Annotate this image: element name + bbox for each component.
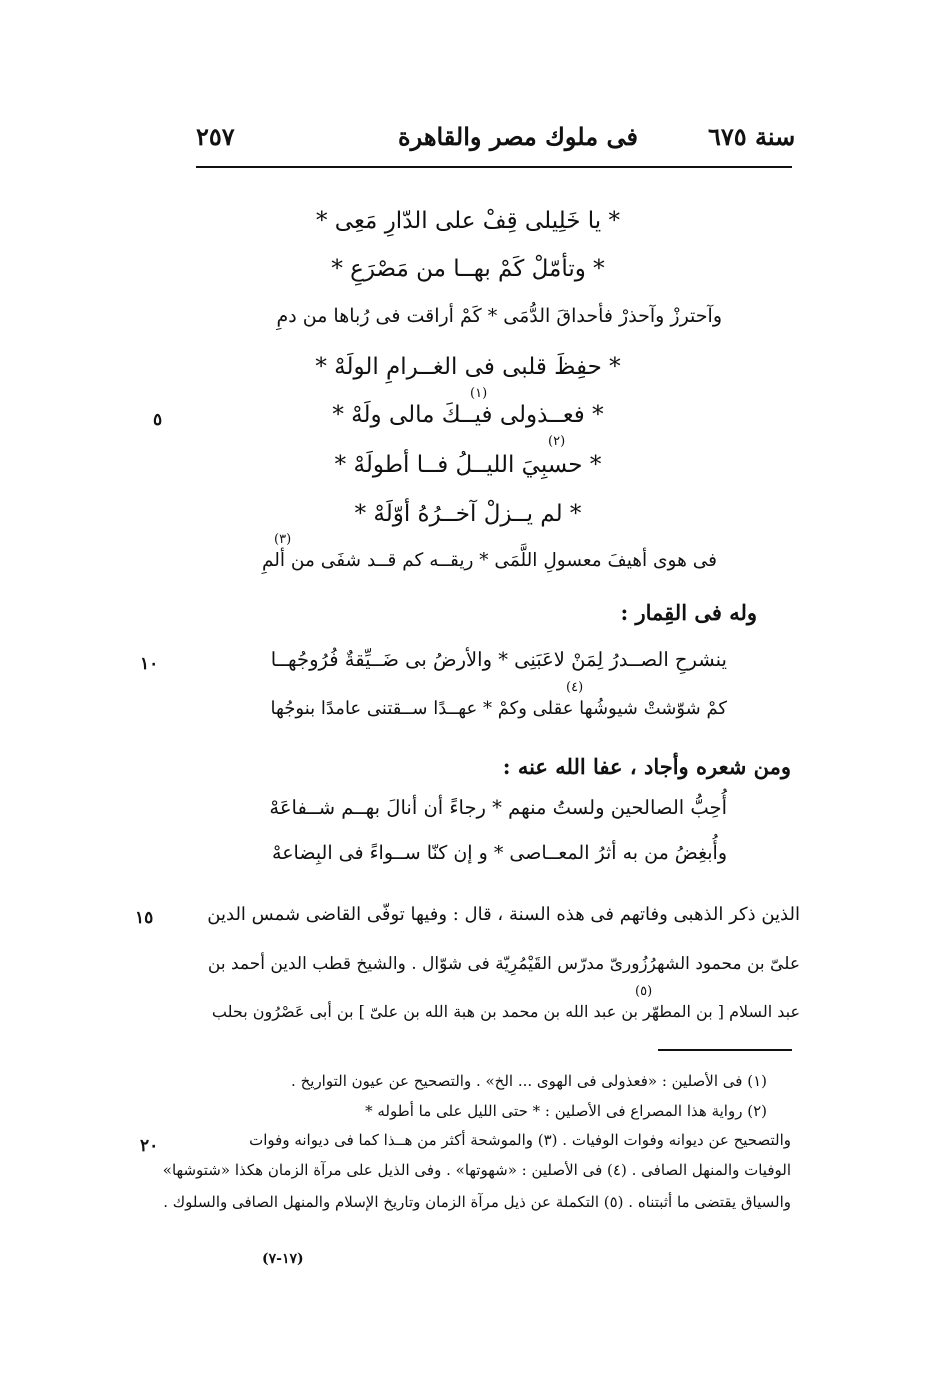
poem1-line-6: * حسبِيَ الليــلُ فــا أطولَهْ * [334, 452, 602, 478]
signature-mark: (١٧-٧) [262, 1251, 304, 1267]
footnote-2-3: والتصحيح عن ديوانه وفوات الوفيات . (٣) والموشحة أكثر من هــذا كما فى ديوانه وفوات [249, 1131, 791, 1149]
paragraph-line-3: عبد السلام [ بن المطهّر بن عبد الله بن محمد بن هبة الله بن علىّ ] بن أبى عَصْرُون بحلب [211, 1002, 800, 1021]
year-heading: سنة ٦٧٥ [708, 122, 796, 151]
header-rule [196, 166, 792, 168]
footnote-3-4: الوفيات والمنهل الصافى . (٤) فى الأصلين : «شهوتها» . وفى الذيل على مرآة الزمان هكذا «شتوشها» [162, 1161, 791, 1179]
running-title: فى ملوك مصر والقاهرة [398, 122, 638, 151]
footnote-rule [658, 1049, 792, 1051]
paragraph-line-2: علىّ بن محمود الشهرُزُورىّ مدرّس القَيْمُرِيّة فى شوّال . والشيخ قطب الدين أحمد بن [207, 954, 800, 974]
poem3-line-1: أُحِبُّ الصالحين ولستُ منهم * رجاءً أن أنالَ بهــم شــفاعَهْ [269, 796, 727, 819]
page-number: ٢٥٧ [196, 122, 235, 151]
poem1-line-1: * يا خَلِيلى قِفْ على الدّارِ مَعِى * [315, 208, 620, 234]
poem1-line-5: * فعــذولى فيــكَ مالى ولَهْ * [332, 402, 604, 428]
footnote-4-5: والسياق يقتضى ما أثبتناه . (٥) التكملة عن ذيل مرآة الزمان وتاريخ الإسلام والمنهل الصافى والسلوك . [163, 1193, 791, 1211]
poem1-line-2: * وتأمّلْ كَمْ بهــا من مَصْرَعِ * [331, 256, 605, 282]
poem1-line-3: وآحترزْ وآحذرْ فأحداقَ الدُّمَى * كَمْ أراقت فى رُباها من دمِ [276, 305, 722, 327]
margin-number-10: ١٠ [140, 654, 159, 674]
margin-number-5: ٥ [153, 410, 163, 430]
note-mark-3: (٣) [274, 532, 292, 547]
poem1-line-8: فى هوى أهيفَ معسولِ اللَّمَى * ريقــه كم قــد شفَى من ألمِ [261, 550, 717, 571]
poem2-line-1: ينشرحِ الصــدرُ لِمَنْ لاعَبَنِى * والأرضُ بى ضَــيِّقةٌ فُرُوجُهــا [270, 648, 727, 671]
footnote-2: (٢) رواية هذا المصراع فى الأصلين : * حتى الليل على ما أطوله * [365, 1102, 767, 1120]
intro-best-poetry: ومن شعره وأجاد ، عفا الله عنه : [502, 754, 791, 779]
margin-number-15: ١٥ [135, 908, 154, 928]
note-mark-2: (٢) [548, 434, 566, 449]
paragraph-line-1: الذين ذكر الذهبى وفاتهم فى هذه السنة ، قال : وفيها توفّى القاضى شمس الدين [207, 904, 800, 925]
intro-gambling: وله فى القِمار : [620, 600, 757, 625]
poem2-line-2: كمْ شوّشتْ شيوشُها عقلى وكمْ * عهــدًا ســقتنى عامدًا بنوجُها [270, 698, 727, 719]
footnote-1: (١) فى الأصلين : «فعذولى فى الهوى ... الخ» . والتصحيح عن عيون التواريخ . [291, 1072, 767, 1090]
note-mark-4: (٤) [566, 680, 584, 695]
margin-number-20: ٢٠ [140, 1136, 159, 1156]
note-mark-1: (١) [470, 386, 488, 401]
poem1-line-7: * لم يــزلْ آخــرُهُ أوّلَهْ * [354, 501, 582, 527]
poem1-line-4: * حفِظَ قلبى فى الغــرامِ الولَهْ * [315, 354, 621, 380]
poem3-line-2: وأُبغِضُ من به أثرُ المعــاصى * و إن كنّا ســواءً فى البِضاعهْ [272, 842, 727, 864]
note-mark-5: (٥) [635, 984, 653, 999]
